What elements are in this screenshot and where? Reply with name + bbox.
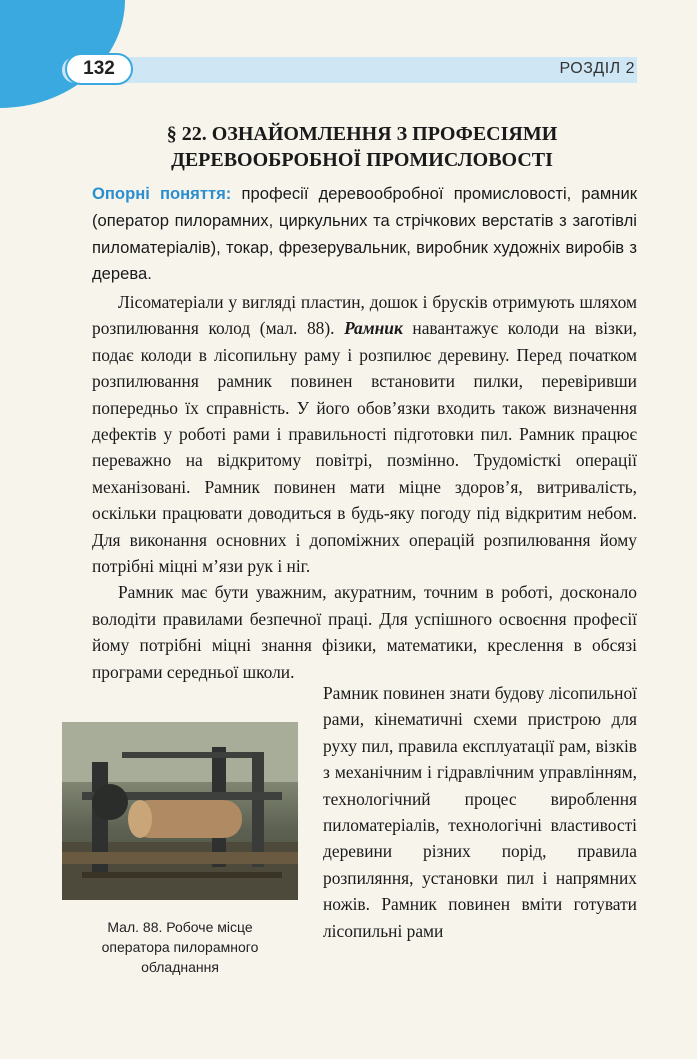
chapter-label: РОЗДІЛ 2 — [559, 60, 635, 77]
key-terms-label: Опорні поняття: — [92, 184, 232, 203]
term-ramnyk: Рамник — [344, 318, 403, 339]
section-title-line2: ДЕРЕВООБРОБНОЇ ПРОМИСЛОВОСТІ — [171, 149, 553, 171]
paragraph-3: Рамник повинен знати будову лісопильної рами, кінематичні схеми пристрою для руху пил, правила експлуатації рам, візків з механічним і гідравлічним управлінням, технологічний процес вироблення пиломатеріалів, технологічні властивості деревини різних порід, правила розпиляння, установки пил і напрямних ножів. Рамник повинен вміти готувати лісопильні рами — [323, 683, 637, 941]
section-title-line1: § 22. ОЗНАЙОМЛЕННЯ З ПРОФЕСІЯМИ — [166, 123, 558, 145]
key-terms — [92, 181, 637, 288]
page-number: 132 — [65, 53, 133, 85]
body-text-column — [323, 680, 637, 944]
figure-sawmill-photo — [62, 722, 298, 900]
body-text — [92, 289, 637, 685]
header-bar — [62, 57, 637, 83]
paragraph-1-rest: навантажує колоди на візки, подає колоди в лісопильну раму і розпилює деревину. Перед початком розпилювання рамник повинен встановити пилки, перевіривши попередньо їх справність. У його обов’язки входить також визначення дефектів у роботі рами і правильності підготовки пил. Рамник працює переважно на відкритому повітрі, позмінно. Трудомісткі операції механізовані. Рамник повинен мати міцне здоров’я, витривалість, оскільки працювати доводиться в будь-яку погоду під відкритим небом. Для виконання основних і допоміжних операцій розпилювання йому потрібні міцні м’язи рук і ніг. — [92, 318, 637, 577]
caption-line-1: Мал. 88. Робоче місце — [107, 919, 253, 935]
paragraph-1-start: Лісоматеріали у вигляді пластин, дошок і брусків отримують шляхом розпилювання колод (мал. 88). — [92, 292, 637, 339]
key-terms-text: професії деревообробної промисловості, рамник (оператор пилорамних, циркульних та стрічкових верстатів з заготівлі пиломатеріалів), токар, фрезерувальник, виробник художніх виробів з дерева. — [92, 184, 637, 284]
figure-caption — [58, 917, 302, 977]
caption-line-2: оператора пилорамного — [101, 939, 259, 955]
section-title — [92, 121, 632, 173]
sawmill-illustration — [62, 722, 298, 900]
caption-line-3: обладнання — [141, 959, 219, 975]
paragraph-2: Рамник має бути уважним, акуратним, точним в роботі, досконало володіти правилами безпечної праці. Для успішного освоєння професії йому потрібні міцні знання фізики, математики, креслення в обсязі програми середньої школи. — [92, 582, 637, 682]
paragraph-1 — [92, 289, 637, 579]
